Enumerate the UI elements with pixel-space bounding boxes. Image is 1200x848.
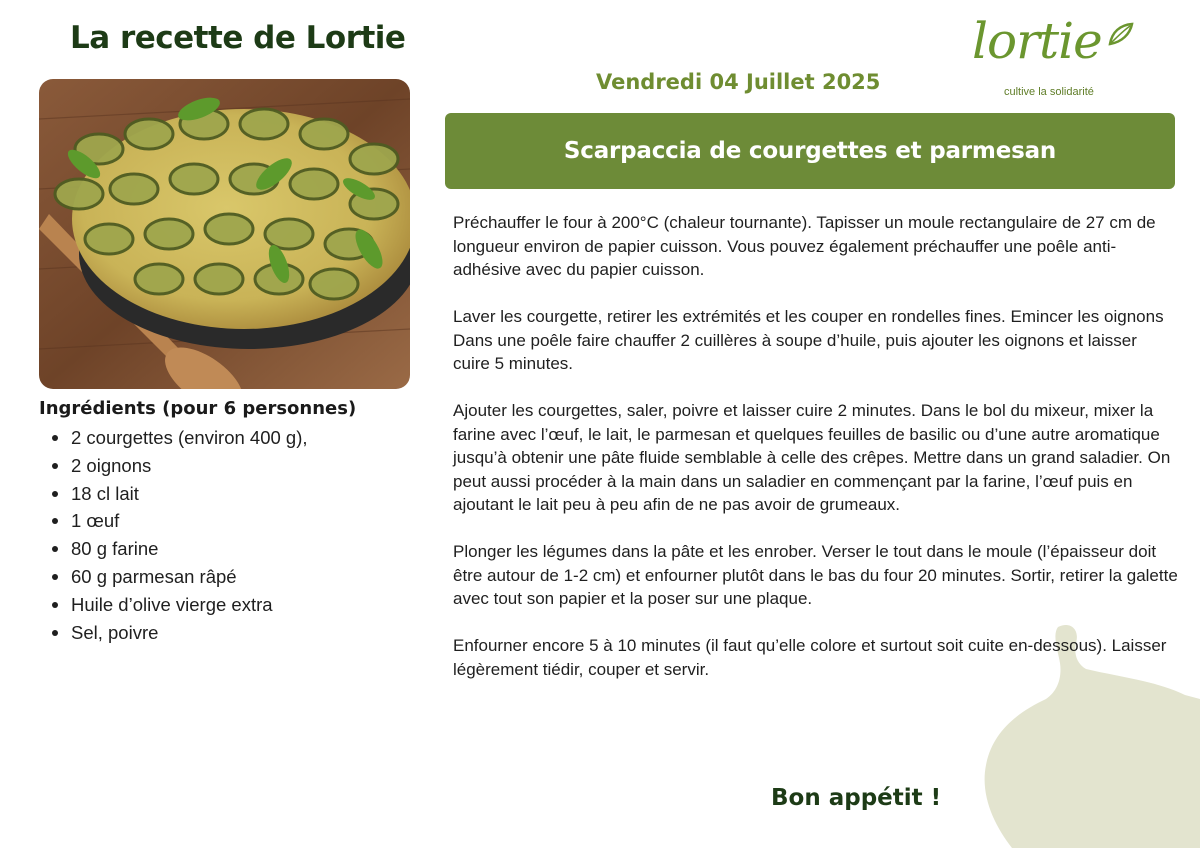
page-title: La recette de Lortie: [70, 20, 406, 56]
instructions: [453, 211, 1178, 705]
ingredient-item: 1 œuf: [40, 507, 308, 535]
instruction-step: Laver les courgette, retirer les extrémités et les couper en rondelles fines. Emincer les oignons Dans une poêle faire chauffer 2 cuillères à soupe d’huile, puis ajouter les oignons et laisser cuire 5 minutes.: [453, 307, 1164, 373]
ingredient-item: 60 g parmesan râpé: [40, 563, 308, 591]
recipe-date: Vendredi 04 Juillet 2025: [596, 70, 881, 94]
recipe-title-banner: [445, 113, 1175, 189]
logo-wordmark: lortie: [972, 12, 1102, 70]
instruction-step: Ajouter les courgettes, saler, poivre et laisser cuire 2 minutes. Dans le bol du mixeur, mixer la farine avec l’œuf, le lait, le parmesan et quelques feuilles de basilic ou d’une autre aromatique jusqu’à obtenir une pâte fluide semblable à celle des crêpes. Mettre dans un grand saladier. On peut aussi procéder à la main dans un saladier en commençant par la farine, l’œuf puis en ajoutant le lait peu à peu afin de ne pas avoir de grumeaux.: [453, 401, 1171, 514]
closing-text: Bon appétit !: [771, 785, 942, 811]
lortie-logo: [968, 12, 1143, 102]
leaf-icon: [1108, 22, 1134, 46]
ingredients-list: [40, 424, 308, 646]
instruction-step: Plonger les légumes dans la pâte et les enrober. Verser le tout dans le moule (l’épaisseur doit être autour de 1-2 cm) et enfourner plutôt dans le bas du four 20 minutes. Sortir, retirer la galette avec tout son papier et la poser sur une plaque.: [453, 542, 1178, 608]
recipe-photo: [39, 79, 410, 389]
ingredient-item: 80 g farine: [40, 535, 308, 563]
ingredient-item: Sel, poivre: [40, 619, 308, 647]
ingredients-title: Ingrédients (pour 6 personnes): [39, 398, 357, 419]
instruction-step: Préchauffer le four à 200°C (chaleur tournante). Tapisser un moule rectangulaire de 27 cm de longueur environ de papier cuisson. Vous pouvez également préchauffer une poêle anti-adhésive avec du papier cuisson.: [453, 213, 1156, 279]
ingredient-item: 2 courgettes (environ 400 g),: [40, 424, 308, 452]
ingredient-item: 2 oignons: [40, 452, 308, 480]
ingredient-item: 18 cl lait: [40, 480, 308, 508]
logo-tagline: cultive la solidarité: [1004, 86, 1094, 98]
recipe-title: Scarpaccia de courgettes et parmesan: [563, 138, 1057, 164]
ingredient-item: Huile d’olive vierge extra: [40, 591, 308, 619]
instruction-step: Enfourner encore 5 à 10 minutes (il faut qu’elle colore et surtout soit cuite en-dessous). Laisser légèrement tiédir, couper et servir.: [453, 636, 1167, 679]
